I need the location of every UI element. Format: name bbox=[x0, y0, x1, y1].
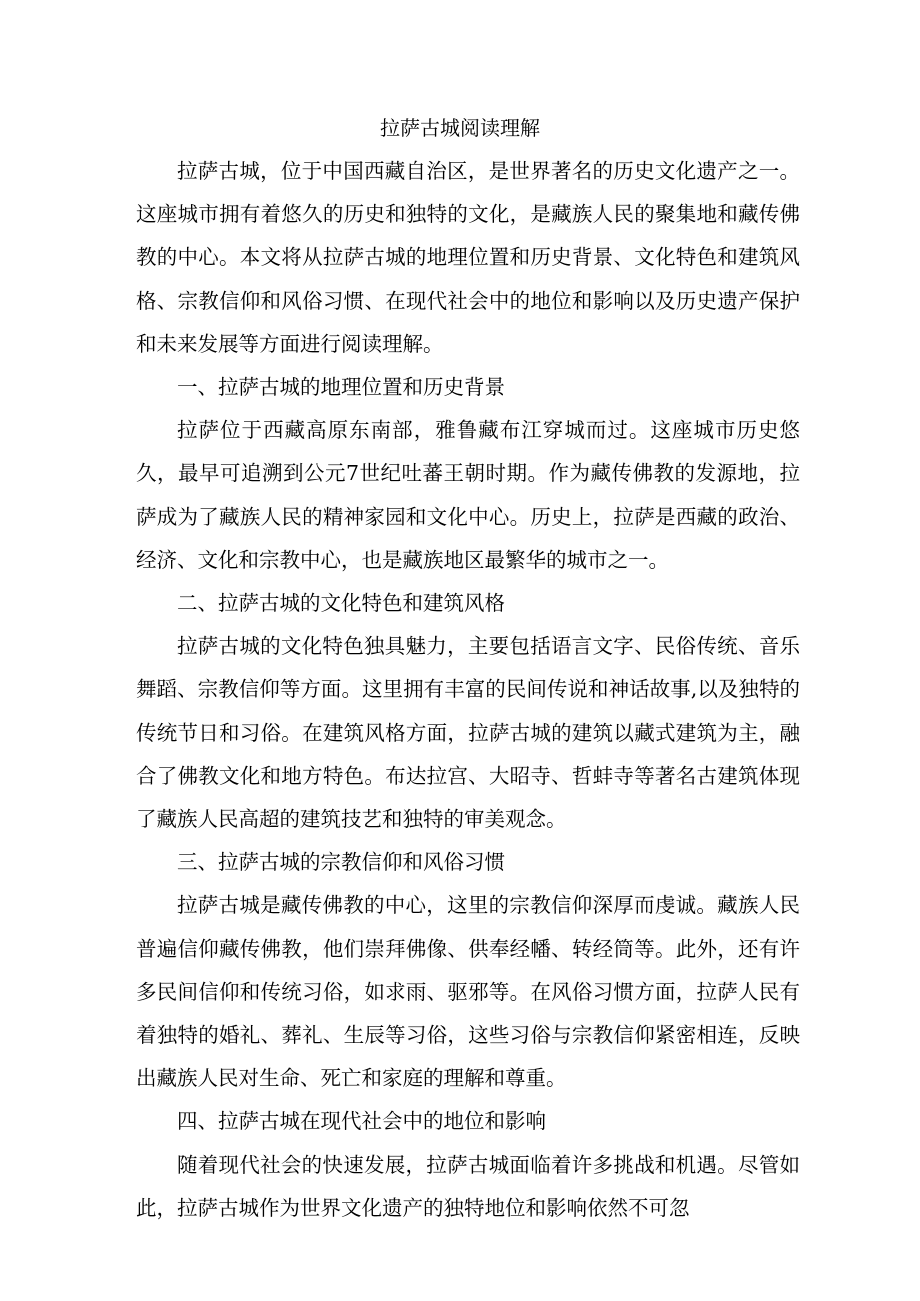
section-heading-2: 二、拉萨古城的文化特色和建筑风格 bbox=[177, 591, 505, 616]
section-paragraph-2: 拉萨古城的文化特色独具魅力，主要包括语言文字、民俗传统、音乐舞蹈、宗教信仰等方面。这里拥有丰富的民间传说和神话故事,以及独特的传统节日和习俗。在建筑风格方面，拉萨古城的建筑以藏式建筑为主，融合了佛教文化和地方特色。布达拉宫、大昭寺、哲蚌寺等著名古建筑体现了藏族人民高超的建筑技艺和独特的审美观念。 bbox=[136, 634, 800, 832]
section-paragraph-1: 拉萨位于西藏高原东南部，雅鲁藏布江穿城而过。这座城市历史悠久，最早可追溯到公元7世纪吐蕃王朝时期。作为藏传佛教的发源地，拉萨成为了藏族人民的精神家园和文化中心。历史上，拉萨是西藏的政治、经济、文化和宗教中心，也是藏族地区最繁华的城市之一。 bbox=[136, 418, 800, 572]
document-body bbox=[136, 150, 800, 1230]
section-paragraph-3: 拉萨古城是藏传佛教的中心，这里的宗教信仰深厚而虔诚。藏族人民普遍信仰藏传佛教，他们崇拜佛像、供奉经幡、转经筒等。此外，还有许多民间信仰和传统习俗，如求雨、驱邪等。在风俗习惯方面，拉萨人民有着独特的婚礼、葬礼、生辰等习俗，这些习俗与宗教信仰紧密相连，反映出藏族人民对生命、死亡和家庭的理解和尊重。 bbox=[136, 893, 800, 1091]
intro-paragraph: 拉萨古城，位于中国西藏自治区，是世界著名的历史文化遗产之一。这座城市拥有着悠久的历史和独特的文化，是藏族人民的聚集地和藏传佛教的中心。本文将从拉萨古城的地理位置和历史背景、文化特色和建筑风格、宗教信仰和风俗习惯、在现代社会中的地位和影响以及历史遗产保护和未来发展等方面进行阅读理解。 bbox=[136, 159, 800, 356]
section-heading-3: 三、拉萨古城的宗教信仰和风俗习惯 bbox=[177, 850, 505, 875]
section-paragraph-4: 随着现代社会的快速发展，拉萨古城面临着许多挑战和机遇。尽管如此，拉萨古城作为世界文化遗产的独特地位和影响依然不可忽 bbox=[136, 1152, 800, 1220]
section-heading-1: 一、拉萨古城的地理位置和历史背景 bbox=[177, 375, 505, 400]
document-title: 拉萨古城阅读理解 bbox=[380, 116, 540, 140]
section-heading-4: 四、拉萨古城在现代社会中的地位和影响 bbox=[177, 1109, 546, 1134]
